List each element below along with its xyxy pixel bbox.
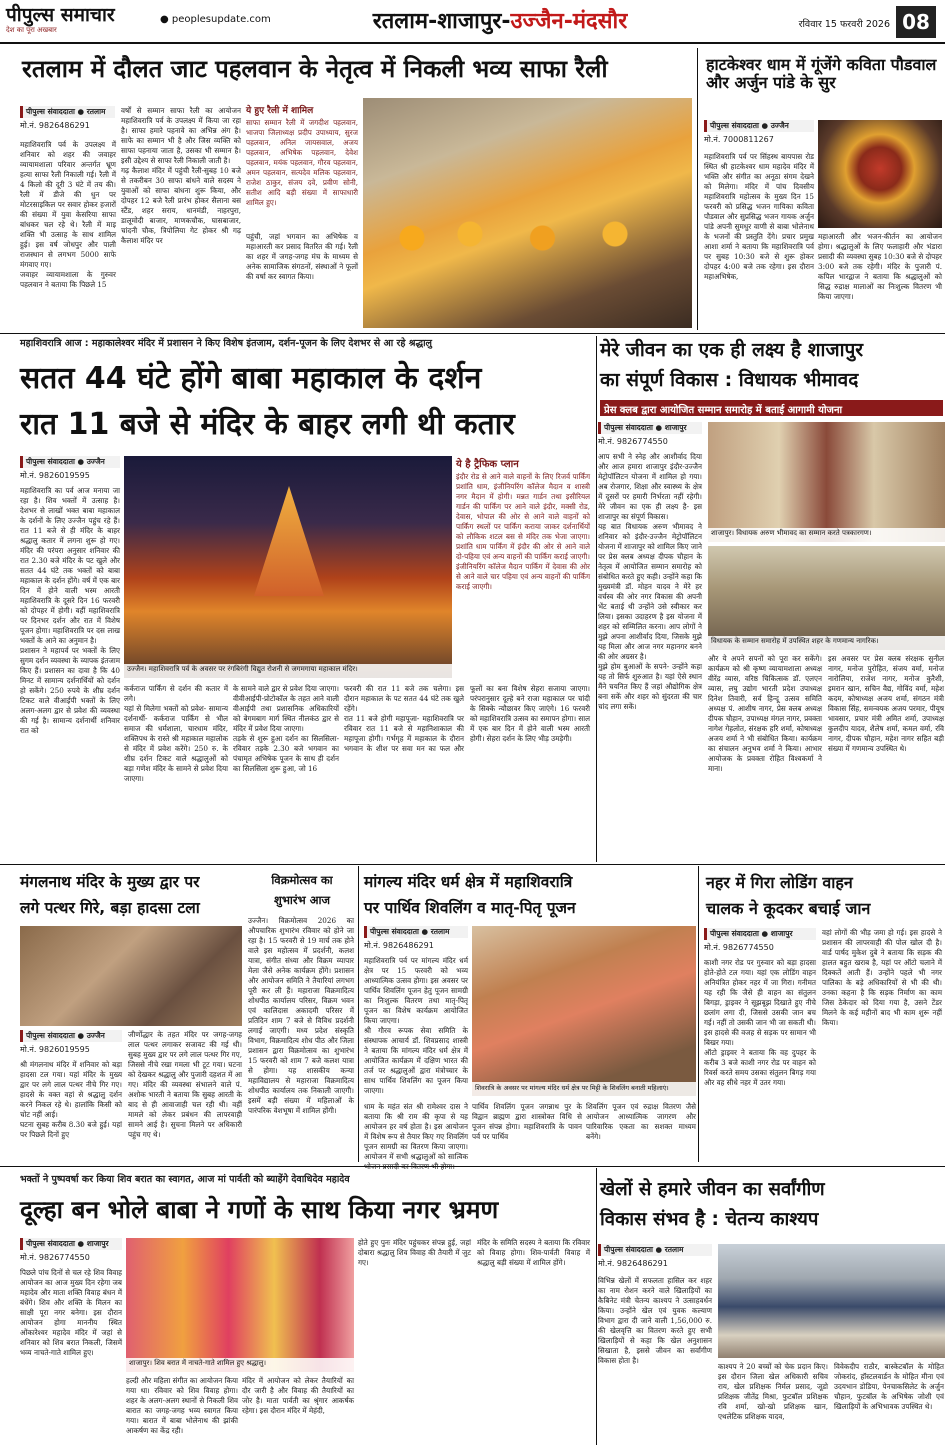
headline-line-1: मेरे जीवन का एक ही लक्ष्य है शाजापुर xyxy=(600,339,864,361)
photo-temple-shikhar xyxy=(254,486,324,596)
issue-date: रविवार 15 फरवरी 2026 xyxy=(798,19,890,30)
column-3: पार्थिव शिवलिंग पूजन जगन्नाथ पुर के विद्वान ब्राह्मण द्वारा शास्त्रोक्त विधि से पूजन संपन्न होगा। महाशिवरात्रि के पावन पर्व पर पार्थिव xyxy=(472,1102,582,1141)
sports-ceremony-photo xyxy=(718,1244,945,1358)
column-3: मंदिर में आयोजन को लेकर तैयारियों का दौर जारी है और विवाह की तैयारियों का जोर है। माता पार्वती का श्रृंगार आकर्षक रहेगा। इस दौरान मंदिर में मेहंदी, xyxy=(242,1376,354,1415)
divider xyxy=(0,864,945,865)
mobile-number: मो.नं. 9826774550 xyxy=(20,1253,90,1262)
mobile-number: मो.नं. 9826019595 xyxy=(20,1045,90,1054)
column-4: होते हुए पुनः मंदिर पहुंचकर संपन्न हुई, जहां दोबारा श्रद्धालु शिव विवाह की तैयारी में जुट गए। मंदिर के समिति सदस्य ने बताया कि रविवार को विवाह होगा। शिव-पार्वती विवाह में श्रद्धालु बड़ी संख्या में शामिल होंगे। xyxy=(358,1238,590,1267)
column-2: हल्दी और महिला संगीत का आयोजन किया गया था। रविवार को शिव विवाह होगा। शहर के अलग-अलग स्थानों से निकली शिव बारात का जगह-जगह भव्य स्वागत किया गया। बारात में बाबा भोलेनाथ की झांकी आकर्षण का केंद्र रही। xyxy=(126,1376,238,1435)
column-1: महाशिवरात्रि का पर्व आज मनाया जा रहा है। शिव भक्तों में उत्साह है। देशभर से लाखों भक्त बाबा महाकाल के दर्शनों के लिए उज्जैन पहुंच रहे हैं। रात 11 बजे से ही मंदिर के बाहर श्रद्धालु कतार में लगना शुरू हो गए। मंदिर की परंपरा अनुसार शनिवार की रात 2.30 बजे मंदिर के पट खुले और सतत 44 घंटे तक भक्तों को बाबा महाकाल के दर्शन होंगे। वर्ष में एक बार दिन में होने वाली भस्म आरती महाशिवरात्रि के दूसरे दिन 16 फरवरी को दोपहर में होगी। वहीं महाशिवरात्रि पर दिनभर दर्शन और रात में विशेष पूजन होगा। महाशिवरात्रि पर दस लाख भक्तों के आने का अनुमान है। प्रशासन ने महापर्व पर भक्तों के लिए सुगम दर्शन व्यवस्था के व्यापक इंतजाम किए हैं। प्रशासन का दावा है कि 40 मिनट में सामान्य दर्शनार्थियों को दर्शन हो सकेंगे। 250 रुपये के शीघ्र दर्शन टिकट वाले वीआईपी भक्तों के लिए अलग-अलग द्वार से प्रवेश की व्यवस्था की गई है। सामान्य दर्शनार्थी शनिवार रात को xyxy=(20,486,120,735)
barat-photo xyxy=(126,1238,354,1372)
column-1: महाशिवरात्रि पर्व पर सिंहस्थ बायपास रोड स्थित श्री हाटकेश्वर धाम महादेव मंदिर में भक्ति और संगीत का अनूठा संगम देखने को मिलेगा। मंदिर में पांच दिवसीय महाशिवरात्रि महोत्सव के मुख्य दिन 15 फरवरी को प्रसिद्ध भजन गायिका कविता पौडवाल और सुप्रसिद्ध भजन गायक अर्जुन पांडे अपनी सुमधुर वाणी से बाबा भोलेनाथ के भजनों की प्रस्तुति देंगे। प्रचार प्रमुख आशा शर्मा ने बताया कि महाशिवरात्रि पर्व पर सुबह 10:30 बजे से शुरू होकर दोपहर 4:00 बजे तक रहेगा। इस दौरान महाअभिषेक, xyxy=(704,152,814,281)
column-1: महाशिवरात्रि पर्व पर मांगल्य मंदिर धर्म क्षेत्र पर 15 फरवरी को भव्य आध्यात्मिक उत्सव होगा। इस अवसर पर पार्थिव शिवलिंग पूजन हेतु पूजन सामग्री का निःशुल्क वितरण तथा मातृ-पितृ पूजन का विशेष कार्यक्रम आयोजित किया जाएगा। श्री गौरव रूपक सेवा समिति के संस्थापक आचार्य डॉ. शिवप्रसाद शास्त्री ने बताया कि मांगल्य मंदिर धर्म क्षेत्र में आयोजित कार्यक्रम में दक्षिण भारत की तर्ज पर श्रद्धालुओं द्वारा मंत्रोच्चार के साथ पार्थिव शिवलिंग का पूजन किया जाएगा। xyxy=(364,956,468,1095)
divider xyxy=(0,1166,945,1167)
byline: पीपुल्स संवाददाता ● रतलाम xyxy=(20,106,115,118)
column-2: वर्षों से सम्मान साफा रैली का आयोजन महाशिवरात्रि पर्व के उपलक्ष्य में किया जा रहा है। साफा हमारे पहनावे का अभिन्न अंग है। साफे का सम्मान भी है और जिस व्यक्ति को साफा पहनाया जाता है, उसका भी सम्मान है। इसी उद्देश्य से साफा रैली निकाली जाती है। गढ़ कैलाश मंदिर में पहुंची रैली-सुबह 10 बजे से तकरीबन 30 साफा बांधने वाले सदस्य ने युवाओं को साफा बांधना शुरू किया, और दोपहर 12 बजे रैली प्रारंभ होकर सैलाना बस स्टैंड, शहर सराय, धानमंडी, नाहरपुरा, डालूमोदी बाजार, माणकचौक, घासबाजार, चांदनी चौक, त्रिपोलिया गेट होकर श्री गढ़ कैलाश मंदिर पर xyxy=(121,106,241,245)
byline-block xyxy=(20,1030,122,1056)
body-text: उज्जैन। विक्रमोत्सव 2026 का औपचारिक शुभारंभ रविवार को होने जा रहा है। 15 फरवरी से 19 मार्च तक होने वाले इस महोत्सव में प्रदर्शनी, कलश यात्रा, संगीत संध्या और विक्रम व्यापार मेला जैसे अनेक कार्यक्रम होंगे। प्रशासन और आयोजन समिति ने तैयारियां लगभग पूरी कर ली हैं। महाराजा विक्रमादित्य शोधपीठ कार्यालय परिसर, विक्रम भवन एवं कालिदास अकादमी परिसर में प्रतिदिन शाम 7 बजे से विविध प्रदर्शनी लगाई जाएगी। मध्य प्रदेश संस्कृति विभाग, विक्रमादित्य शोध पीठ और जिला प्रशासन द्वारा विक्रमोत्सव का शुभारंभ 15 फरवरी को शाम 7 बजे कलश यात्रा से होगा। यह शासकीय कन्या महाविद्यालय से महाराजा विक्रमादित्य शोधपीठ कार्यालय तक निकाली जाएगी। इसमें बड़ी संख्या में महिलाओं के पारंपरिक वेशभूषा में शामिल होंगी। xyxy=(248,916,354,1115)
temple-photo xyxy=(124,456,452,678)
column-3: इस अवसर पर प्रेस क्लब संरक्षक सुनील नागर, मनोज पुरोहित, संजय वर्मा, मनोज नारोलिया, राजेश नागर, मनोज कुरैशी, इमरान खान, सचिन वैद्य, गोविंद वर्मा, महेश कदम, कोषाध्यक्ष अजय शर्मा, संगठन मंत्री विकास सिंह, समन्वयक अजय परमार, पीयूष भावसार, प्रचार मंत्री अमित शर्मा, उपाध्यक्ष कुलदीप यादव, शैलेष शर्मा, कमल वर्मा, रवि नागर, दीपक चौहान, महेश नागर सहित बड़ी संख्या में गणमान्य उपस्थित थे। xyxy=(828,654,944,753)
byline: पीपुल्स संवाददाता ● शाजापुर xyxy=(20,1238,122,1250)
story-canal-vehicle xyxy=(700,866,945,1164)
divider xyxy=(698,866,699,1162)
byline: पीपुल्स संवाददाता ● उज्जैन xyxy=(20,1030,122,1042)
headline-line-1: खेलों से हमारे जीवन का सर्वांगीण xyxy=(600,1179,825,1200)
byline-block xyxy=(598,1244,712,1270)
byline-block xyxy=(704,928,816,954)
column-4: शिवलिंग पूजन एवं रुद्राक्ष वितरण जैसे आयोजन आध्यात्मिक जागरण और पारिवारिक एकता का सशक्त माध्यम बनेंगे। xyxy=(586,1102,696,1141)
column-2: और ये अपने सपनों को पूरा कर सकेंगे। कार्यक्रम को श्री कृष्ण व्यायामशाला अध्यक्ष वीरेंद्र व्यास, वरिष्ठ चिकित्सक डॉ. एलएन व्यास, लघु उद्योग भारती प्रदेश उपाध्यक्ष दिनेश तिवारी, सर्व हिन्दू उत्सव समिति अध्यक्ष पं. आशीष नागर, प्रेस क्लब अध्यक्ष दीपक चौहान, उपाध्यक्ष मंगल नागर, प्रवक्ता नागेश गेहलोत, संरक्षक हरि शर्मा, कोषाध्यक्ष अजय शर्मा ने भी संबोधित किया। कार्यक्रम का संचालन अनुभव शर्मा ने किया। आभार आयोजक के प्रवक्ता रोहित विश्वकर्मा ने माना। xyxy=(708,654,822,773)
headline-line-1: नहर में गिरा लोडिंग वाहन xyxy=(706,873,853,892)
mobile-number: मो.नं. 9826486291 xyxy=(20,121,90,130)
traffic-plan-sidebar xyxy=(456,456,590,678)
column-1: श्री मंगलनाथ मंदिर में शनिवार को बड़ा हादसा टल गया। यहां मंदिर के मुख्य द्वार पर लगे लाल पत्थर नीचे गिर गए। हादसे के वक्त वहां से श्रद्धालु दर्शन करने निकल रहे थे। हालांकि किसी को चोट नहीं आई। घटना सुबह करीब 8.30 बजे हुई। यहां पर पिछले दिनों हुए xyxy=(20,1060,122,1139)
column-2: काश्यप ने 20 बच्चों को चेक प्रदान किए। इस दौरान जिला खेल अधिकारी सचिव राय, खेल प्रशिक्षक निर्मल प्रसाद, जूडो प्रशिक्षक जीतेंद्र मिश्रा, फुटबॉल प्रशिक्षक रवि शर्मा, खो-खो प्रशिक्षक खान, एथलेटिक प्रशिक्षक यादव, xyxy=(718,1362,828,1421)
column-1: आप सभी ने स्नेह और आशीर्वाद दिया और आज हमारा शाजापुर इंदौर-उज्जैन मेट्रोपॉलिटन योजना में शामिल हो गया। अब रोजगार, शिक्षा और स्वास्थ्य के क्षेत्र में दूसरों पर हमारी निर्भरता नहीं रहेगी। मेरे जीवन का एक ही लक्ष्य है- इस शाजापुर का संपूर्ण विकास। यह बात विधायक अरुण भीमावद ने शनिवार को इंदौर-उज्जैन मेट्रोपॉलिटन योजना में शाजापुर को शामिल किए जाने पर प्रेस क्लब अध्यक्ष दीपक चौहान के नेतृत्व में आयोजित सम्मान समारोह को संबोधित करते हुए कही। उन्होंने कहा कि मुख्यमंत्री डॉ. मोहन यादव ने मेरे हर वर्चस्व की ओर नगर विकास की अपनी भेंट बताई थी उन्होंने उसे स्वीकार कर लिया। इसका उदाहरण है इस योजना में शहर को सम्मिलित करना। आप लोगों ने मुझे अपना आशीर्वाद दिया, जिसके मुझे यह मिला और आज नगर महानगर बनने की ओर अग्रसर है। मुझे होम बुआओं के सपने- उन्होंने कहा यह तो सिर्फ शुरुआत है। यहां ऐसे स्थान मैंने चयनित किए हैं जहां औद्योगिक क्षेत्र बना सकें और शहर को सुंदरता की चार चांद लगा सकें। xyxy=(598,452,702,711)
headline-line-1: विक्रमोत्सव का xyxy=(271,873,333,887)
column-3: विवेकदीप राठौर, बास्केटबॉल के मोहित जोकरांद, हॉस्टलवार्डन के मोहित मीना एवं उदयभान डोडिया, पेनचाकसिलेट के अर्जुन चौहान, फुटबॉल के अभिषेक जोशी एवं खिलाड़ियों के अभिभावक उपस्थित थे। xyxy=(834,1362,944,1411)
story-mahakal-darshan xyxy=(0,336,594,864)
women-shivling-photo xyxy=(472,926,696,1096)
headline: हाटकेश्वर धाम में गूंजेंगे कविता पौडवाल और अर्जुन पांडे के सुर xyxy=(706,55,937,92)
sidebar-text: इंदौर रोड से आने वाले वाहनों के लिए रिजर्व पार्किंग प्रशांति धाम, इंजीनियरिंग कॉलेज मैदान व शास्त्री नगर मैदान में होगी। मन्नत गार्डन तथा इसीरियल गार्डन की पार्किंग पर आने वाले इंदौर, मक्सी रोड, देवास, भोपाल की ओर से आने वाले वाहनों को पार्किंग स्थलों पर पार्किंग कराया जाकर दर्शनार्थियों को लौकिक शटल बस से मंदिर तक भेजा जाएगा। प्रशांति धाम पार्किंग में इंदौर की ओर से आने वाले दो-पहिया एवं अन्य वाहनों की पार्किंग कराई जाएगी। इंजीनियरिंग कॉलेज मैदान पार्किंग में देवास की ओर से आने वाले चार पहिया एवं अन्य वाहनों की पार्किंग कराई जाएगी। xyxy=(456,472,590,591)
story-ratlam-safa-rally xyxy=(0,48,694,333)
photo-caption: उज्जैन। महाशिवरात्रि पर्व के अवसर पर रंगबिरंगी विद्युत रोशनी से जगमगाया महाकाल मंदिर। xyxy=(124,664,452,678)
byline: पीपुल्स संवाददाता ● रतलाम xyxy=(598,1244,712,1256)
column-3: के सामने वाले द्वार से प्रवेश दिया जाएगा। वीवीआईपी-प्रोटोकॉल के तहत आने वाली वीआईपी तथा प्रशासनिक अधिकारियों को बेगमबाग मार्ग स्थित नीलकंठ द्वार से मंदिर में प्रवेश दिया जाएगा। तड़के से शुरू हुआ दर्शन का सिलसिला- रविवार तड़के 2.30 बजे भगवान का पंचामृत अभिषेक पूजन के साथ ही दर्शन का सिलसिला शुरू हुआ, जो 16 xyxy=(233,684,339,773)
edition-title xyxy=(310,6,690,38)
photo-caption: शाजापुर। विधायक अरुण भीमावद का सम्मान करते पत्रकारगण। xyxy=(708,528,945,542)
sidebar-box xyxy=(246,103,358,328)
page-number: 08 xyxy=(896,6,936,38)
column-2: कर्कराज पार्किंग से दर्शन की कतार में लगे। यहां से मिलेगा भक्तों को प्रवेश- सामान्य दर्शनार्थी- कर्कराज पार्किंग से भील समाज की धर्मशाला, चारधाम मंदिर, शक्तिपथ के रास्ते श्री महाकाल महालोक से मंदिर में प्रवेश करेंगे। 250 रु. के शीघ्र दर्शन टिकट वाले श्रद्धालुओं को बड़ा गणेश मंदिर के सामने से प्रवेश दिया जाएगा। xyxy=(124,684,228,783)
edition-title-part-a: रतलाम-शाजापुर- xyxy=(372,9,511,34)
headline: रतलाम में दौलत जाट पहलवान के नेतृत्व में निकली भव्य साफा रैली xyxy=(22,55,608,83)
mobile-number: मो.नं. 9826486291 xyxy=(598,1259,668,1268)
divider xyxy=(358,866,359,1162)
mobile-number: मो.नं. 7000811267 xyxy=(704,135,774,144)
sidebar-title: ये हुए रैली में शामिल xyxy=(246,106,314,116)
strap-line: भक्तों ने पुष्पवर्षा कर किया शिव बरात का स्वागत, आज मां पार्वती को ब्याहेंगे देवाधिदेव महादेव xyxy=(20,1174,350,1185)
byline-block xyxy=(20,106,115,136)
strap-line: महाशिवरात्रि आज : महाकालेश्वर मंदिर में प्रशासन ने किए विशेष इंतजाम, दर्शन-पूजन के लिए देशभर से आ रहे श्रद्धालु xyxy=(20,338,432,349)
divider xyxy=(596,336,597,862)
story-hatkeshwar-dham xyxy=(700,48,945,333)
story-mangalya-mandir xyxy=(360,866,696,1164)
byline-block xyxy=(598,422,702,448)
mobile-number: मो.नं. 9826486291 xyxy=(364,941,434,950)
byline: पीपुल्स संवाददाता ● उज्जैन xyxy=(20,456,120,468)
headline-line-2: विकास संभव है : चेतन्य काश्यप xyxy=(600,1209,819,1230)
globe-icon: ● xyxy=(160,14,172,25)
byline: पीपुल्स संवाददाता ● शाजापुर xyxy=(704,928,816,940)
byline: पीपुल्स संवाददाता ● शाजापुर xyxy=(598,422,702,434)
story-shajapur-vidhayak xyxy=(598,336,945,864)
subheadline: प्रेस क्लब द्वारा आयोजित सम्मान समारोह में बताई आगामी योजना xyxy=(600,400,943,416)
column-2: वहां लोगों की भीड़ जमा हो गई। इस हादसे ने प्रशासन की लापरवाही की पोल खोल दी है। वार्ड पार्षद मुकेश दुबे ने बताया कि सड़क की हालत बहुत खराब है, यहां पर ऑटो चलाने में दिक्कतें आती हैं। उन्होंने पहले भी नगर पालिका के बड़े अधिकारियों से भी की थी। उनका कहना है कि सड़क निर्माण का काम जिस ठेकेदार को दिया गया है, उसने टेंडर मिलने के कई महीनों बाद भी काम शुरू नहीं किया। xyxy=(822,928,942,1027)
byline-block xyxy=(20,1238,122,1264)
headline-line-2: लगे पत्थर गिरे, बड़ा हादसा टला xyxy=(20,899,200,917)
column-3-tail: पहुंची, जहां भगवान का अभिषेक व महाआरती कर प्रसाद वितरित की गई। रैली का शहर में जगह-जगह मंच के माध्यम से अनेक सामाजिक संगठनों, संस्थाओं ने फूलों की वर्षा कर स्वागत किया। xyxy=(246,232,358,281)
divider xyxy=(697,48,698,330)
byline-block xyxy=(704,120,814,146)
photo-caption: शाजापुर। शिव बरात में नाचते-गाते शामिल हुए श्रद्धालु। xyxy=(126,1358,354,1372)
felicitation-photo xyxy=(708,422,945,542)
byline-block xyxy=(20,456,120,482)
headline-line-1: मांगल्य मंदिर धर्म क्षेत्र में महाशिवरात्रि xyxy=(364,873,573,891)
photo-caption: विधायक के सम्मान समारोह में उपस्थित शहर के गणमान्य नागरिक। xyxy=(708,636,945,650)
edition-title-part-b: उज्जैन-मंदसौर xyxy=(510,9,628,34)
rally-photo xyxy=(363,98,692,328)
tagline: देश का पूरा अखबार xyxy=(6,26,57,34)
headline-line-2: रात 11 बजे से मंदिर के बाहर लगी थी कतार xyxy=(20,407,515,442)
column-1: महाशिवरात्रि पर्व के उपलक्ष्य में शनिवार को शहर की जवाहर व्यायामशाला परिवार अन्तर्गत भ्रूण हत्या साफा रैली निकाली गई। रैली में 4 किलो की दूरी 3 घंटे में तय की। रैली में डीजे की धुन पर मोटरसाइकिल पर सवार होकर हजारों की संख्या में युवा केसरिया साफा बांधकर चल रहे थे। रैली में माइ शक्ति भी उत्साह के साथ शामिल हुई। इस वर्ष जोधपुर और पाली राजस्थान से लगभग 5000 साफे मंगवाए गए। जवाहर व्यायामशाला के गुरुवर पहलवान ने बताया कि पिछले 15 xyxy=(20,140,116,289)
divider xyxy=(0,333,945,334)
byline-block xyxy=(364,926,468,952)
headline-line-2: शुभारंभ आज xyxy=(274,893,330,907)
column-2: जीर्णोद्धार के तहत मंदिर पर जगह-जगह लाल पत्थर लगाकर सजावट की गई थी। सुबह मुख्य द्वार पर लगे लाल पत्थर गिर गए, जिससे नीचे रखा गमला भी टूट गया। घटना को देखकर श्रद्धालु और पुजारी दहशत में आ गए। मंदिर की व्यवस्था संभालने वाले पं. अशोक भारती ने बताया कि सुबह आरती के बाद से ही आवाजाही चल रही थी। वहीं मामले को लेकर प्रबंधन की लापरवाही सामने आई है। सुचना मिलने पर अधिकारी पहुंच गए थे। xyxy=(128,1030,242,1139)
headline-line-1: सतत 44 घंटे होंगे बाबा महाकाल के दर्शन xyxy=(20,361,482,396)
website-link[interactable] xyxy=(160,14,320,30)
headline-line-2: पर पार्थिव शिवलिंग व मातृ-पितृ पूजन xyxy=(364,899,576,917)
story-shiv-barat xyxy=(0,1168,594,1445)
mobile-number: मो.नं. 9826019595 xyxy=(20,471,90,480)
byline: पीपुल्स संवाददाता ● रतलाम xyxy=(364,926,468,938)
sidebar-text: साफा सम्मान रैली में जगदीश पहलवान, भाजपा जिलाध्यक्ष प्रदीप उपाध्याय, सुरज पहलवान, अनिल जायसवाल, अजय पहलवान, अभिषेक पहलवान, देवेश पहलवान, मयंक पहलवान, गौरव पहलवान, अमन पहलवान, सत्यदेव मलिक पहलवान, राजेश ठाकुर, संजय दवे, प्रवीण सोनी, सतीश आदि बड़ी संख्या में साफाधारी शामिल हुए। xyxy=(246,118,358,207)
column-1: पिछले पांच दिनों से चल रहे शिव विवाह आयोजन का आज मुख्य दिन रहेगा जब महादेव और माता शक्ति विवाह बंधन में बंधेंगे। शिव और शक्ति के मिलन का साक्षी पूरा नगर बनेगा। इस दौरान आयोजन होगा माननीय स्थित ओंकारेश्वर महादेव मंदिर में जहां से शनिवार को शिव बरात निकली, जिसमें भव्य नाचते-गाते शामिल हुए। xyxy=(20,1268,122,1357)
stones-photo xyxy=(20,926,242,1026)
deity-photo xyxy=(818,120,942,228)
photo-detail-turbans xyxy=(383,218,673,258)
column-1: काशी नगर रोड पर गुरुवार को बड़ा हादसा होते-होते टल गया। यहां एक लोडिंग वाहन अनियंत्रित होकर नहर में जा गिरा। गनीमत यह रही कि जैसे ही वाहन का संतुलन बिगड़ा, ड्राइवर ने सूझबूझ दिखाते हुए नीचे छलांग लगा दी, जिससे उसकी जान बच गई। नहीं तो उसकी जान भी जा सकती थी। इस हादसे की वजह से सड़क पर सामान भी बिखर गया। ऑटो ड्राइवर ने बताया कि वह दुपहर के करीब 3 बजे काशी नगर रोड पर वाहन को रिवर्स करते समय उसका संतुलन बिगड़ गया और वह सीधे नहर में उतर गया। xyxy=(704,958,816,1087)
headline-line-2: चालक ने कूदकर बचाई जान xyxy=(706,899,871,918)
mobile-number: मो.नं. 9826774550 xyxy=(704,943,774,952)
column-1: विभिन्न खेलों में सफलता हासिल कर शहर का नाम रोशन करने वाले खिलाड़ियों का कैबिनेट मंत्री चेतन्य काश्यप ने उत्साहवर्धन किया। उन्होंने खेल एवं युवक कल्याण विभाग द्वारा दी जाने वाली 1,56,000 रु. की खेलवृत्ति का वितरण करते हुए सभी खिलाड़ियों से कहा कि खेल अनुशासन सिखाता है, इससे जीवन का सर्वांगीण विकास होता है। xyxy=(598,1276,712,1365)
sidebar-title: ये है ट्रैफिक प्लान xyxy=(456,459,519,470)
divider xyxy=(596,1168,597,1445)
byline: पीपुल्स संवाददाता ● उज्जैन xyxy=(704,120,814,132)
story-sports-kashyap xyxy=(598,1168,945,1445)
audience-photo xyxy=(708,546,945,650)
headline-line-2: का संपूर्ण विकास : विधायक भीमावद xyxy=(600,369,859,391)
column-4: फरवरी की रात 11 बजे तक चलेगा। इस दौरान महाकाल के पट सतत 44 घंटे तक खुले रहेंगे। रात 11 बजे होगी महापूजा- महाशिवरात्रि पर रविवार रात 11 बजे से महानिशाकाल की महापूजा होगी। गर्भगृह में महाकाल के दौरान भगवान के शीश पर सवा मन का फल और फूलों का बना विशेष सेहरा सजाया जाएगा। परंपरानुसार दूल्हे बने राजा महाकाल पर चांदी के सिक्के न्यौछावर किए जाएंगे। 16 फरवरी को महाशिवरात्रि उत्सव का समापन होगा। साल में एक बार दिन में होने वाली भस्म आरती होगी। सेहरा दर्शन के लिए भीड़ उमड़ेगी। xyxy=(344,684,590,753)
masthead-logo-block xyxy=(6,4,156,40)
story-mangalnath-accident xyxy=(0,866,244,1164)
logo: पीपुल्स समाचार xyxy=(6,4,115,26)
column-2: धाम के महंत संत श्री रामेश्वर दास ने बताया कि श्री राम की कृपा से यह आयोजन हर वर्ष होता है। इस आयोजन में विशेष रूप से तैयार किए गए शिवलिंग पूजन सामग्री का वितरण किया जाएगा। आयोजन में सभी श्रद्धालुओं को सात्विक xyxy=(364,1102,468,1161)
masthead xyxy=(0,0,945,44)
story-vikramotsav xyxy=(246,866,356,1164)
headline-line-1: मंगलनाथ मंदिर के मुख्य द्वार पर xyxy=(20,873,200,891)
headline: दूल्हा बन भोले बाबा ने गणों के साथ किया नगर भ्रमण xyxy=(20,1195,499,1224)
mobile-number: मो.नं. 9826774550 xyxy=(598,437,668,446)
website-url: peoplesupdate.com xyxy=(171,14,271,25)
column-2: महाआरती और भजन-कीर्तन का आयोजन होगा। श्रद्धालुओं के लिए फलाहारी और भंडारा प्रसादी की व्यवस्था सुबह 10:30 बजे से दोपहर 3:00 बजे तक रहेगी। मंदिर के पुजारी पं. कपिल भारद्वाज ने बताया कि श्रद्धालुओं को सिद्ध रुद्राक्ष मालाओं का निःशुल्क वितरण भी किया जाएगा। xyxy=(818,232,942,301)
photo-caption: शिवरात्रि के अवसर पर मांगल्य मंदिर धर्म क्षेत्र पर मिट्टी के शिवलिंग बनाती महिलाएं। xyxy=(472,1082,696,1096)
